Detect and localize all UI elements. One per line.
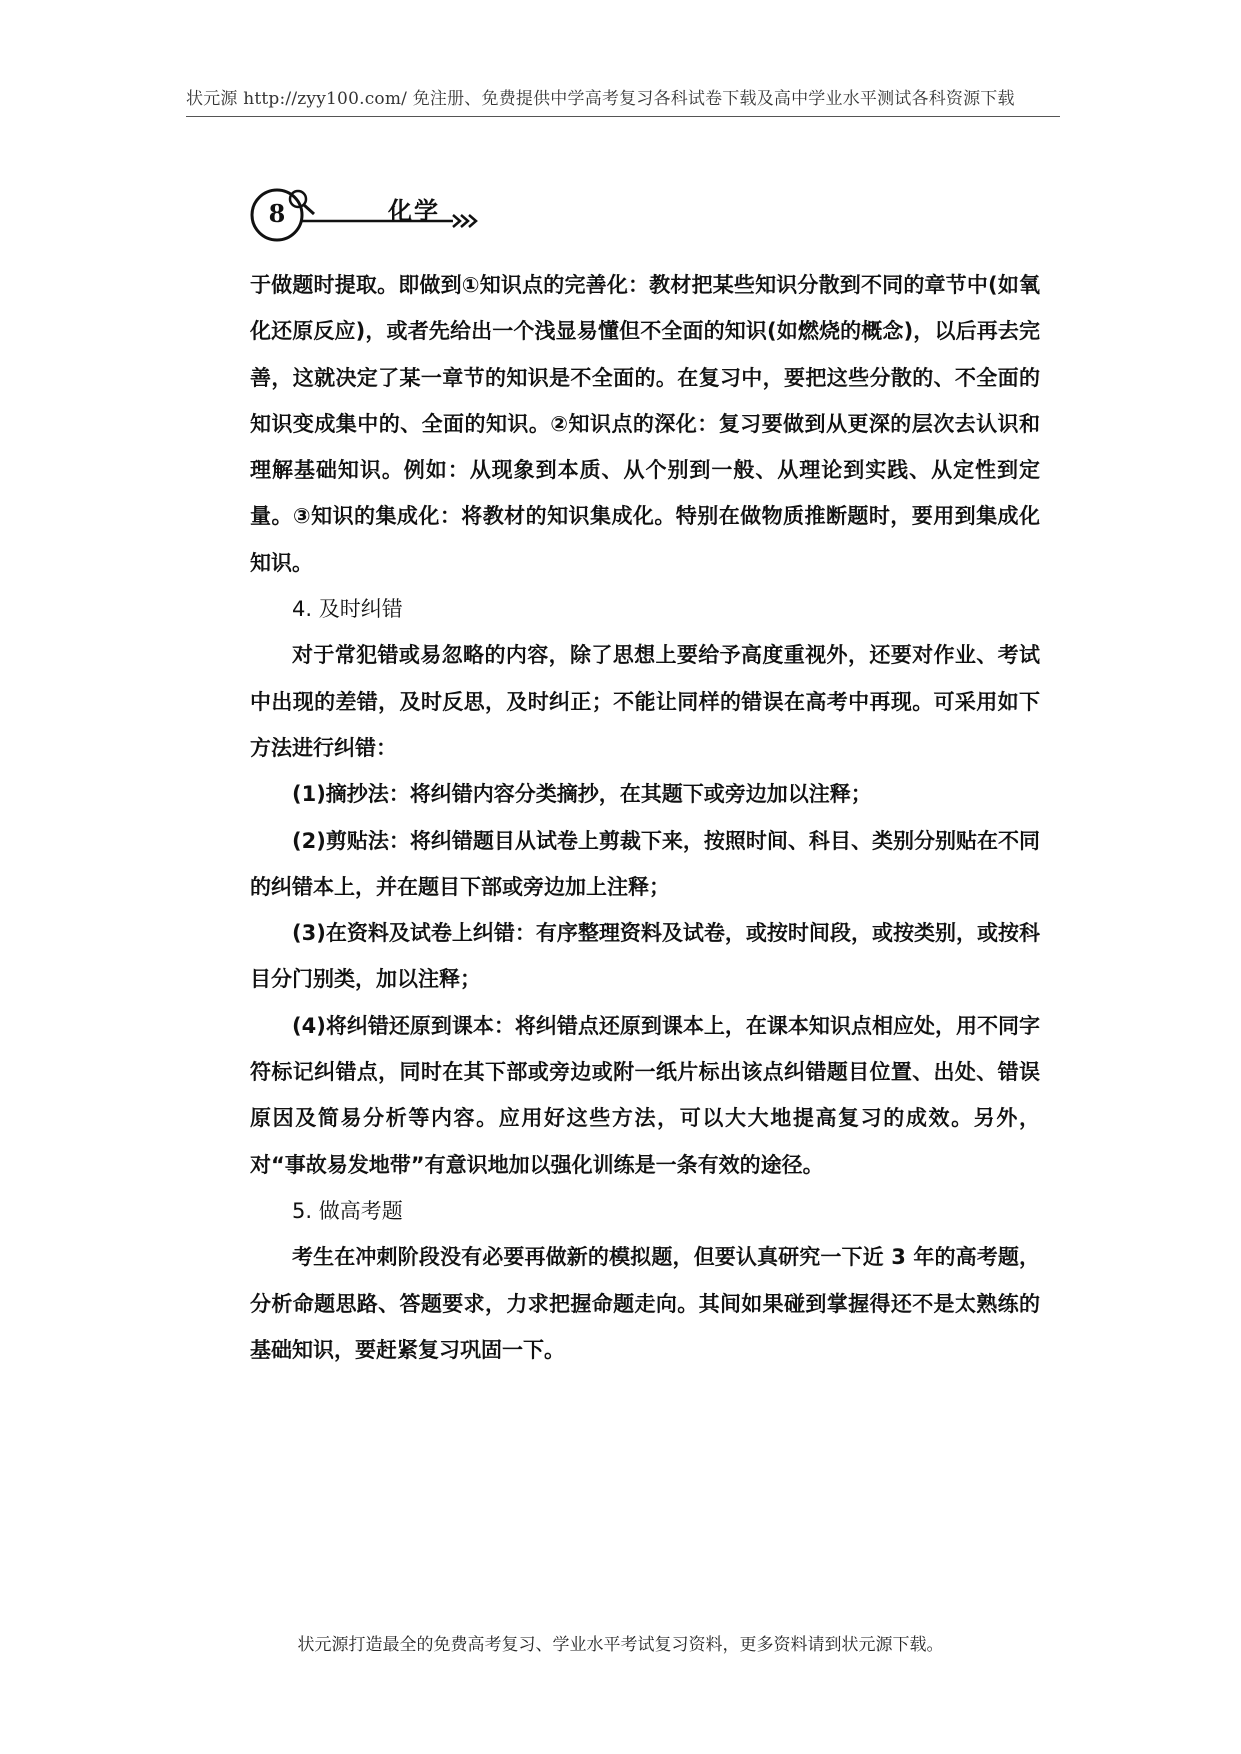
section-heading-4: 4. 及时纠错 xyxy=(292,597,403,622)
paragraph: 对于常犯错或易忽略的内容，除了思想上要给予高度重视外，还要对作业、考试中出现的差错，及时反思，及时纠正；不能让同样的错误在高考中再现。可采用如下方法进行纠错： xyxy=(250,643,1040,760)
paragraph-intro: 于做题时提取。即做到①知识点的完善化：教材把某些知识分散到不同的章节中(如氧化还原反应)，或者先给出一个浅显易懂但不全面的知识(如燃烧的概念)，以后再去完善，这就决定了某一章节的知识是不全面的。在复习中，要把这些分散的、不全面的知识变成集中的、全面的知识。②知识点的深化：复习要做到从更深的层次去认识和理解基础知识。例如：从现象到本质、从个别到一般、从理论到实践、从定性到定量。③知识的集成化：将教材的知识集成化。特别在做物质推断题时，要用到集成化知识。 xyxy=(250,273,1040,575)
list-item-4: (4)将纠错还原到课本：将纠错点还原到课本上，在课本知识点相应处，用不同字符标记纠错点，同时在其下部或旁边或附一纸片标出该点纠错题目位置、出处、错误原因及简易分析等内容。应用好这些方法，可以大大地提高复习的成效。另外，对“事故易发地带”有意识地加以强化训练是一条有效的途径。 xyxy=(250,1013,1040,1177)
chapter-badge xyxy=(248,185,558,245)
article-body xyxy=(250,262,1040,1373)
page-footer: 状元源打造最全的免费高考复习、学业水平考试复习资料，更多资料请到状元源下载。 xyxy=(297,1635,944,1655)
paragraph: 考生在冲刺阶段没有必要再做新的模拟题，但要认真研究一下近 3 年的高考题，分析命题思路、答题要求，力求把握命题走向。其间如果碰到掌握得还不是太熟练的基础知识，要赶紧复习巩固一下。 xyxy=(250,1245,1040,1362)
header-divider xyxy=(186,116,1060,117)
page-header: 状元源 http://zyy100.com/ 免注册、免费提供中学高考复习各科试卷下载及高中学业水平测试各科资源下载 xyxy=(186,89,1015,109)
section-heading-5: 5. 做高考题 xyxy=(292,1198,403,1223)
list-item-3: (3)在资料及试卷上纠错：有序整理资料及试卷，或按时间段，或按类别，或按科目分门别类，加以注释； xyxy=(250,921,1040,992)
chapter-title: 化学 xyxy=(388,196,440,225)
list-item-1: (1)摘抄法：将纠错内容分类摘抄，在其题下或旁边加以注释； xyxy=(292,782,872,807)
chapter-number: 8 xyxy=(268,199,286,228)
list-item-2: (2)剪贴法：将纠错题目从试卷上剪裁下来，按照时间、科目、类别分别贴在不同的纠错本上，并在题目下部或旁边加上注释； xyxy=(250,828,1040,899)
